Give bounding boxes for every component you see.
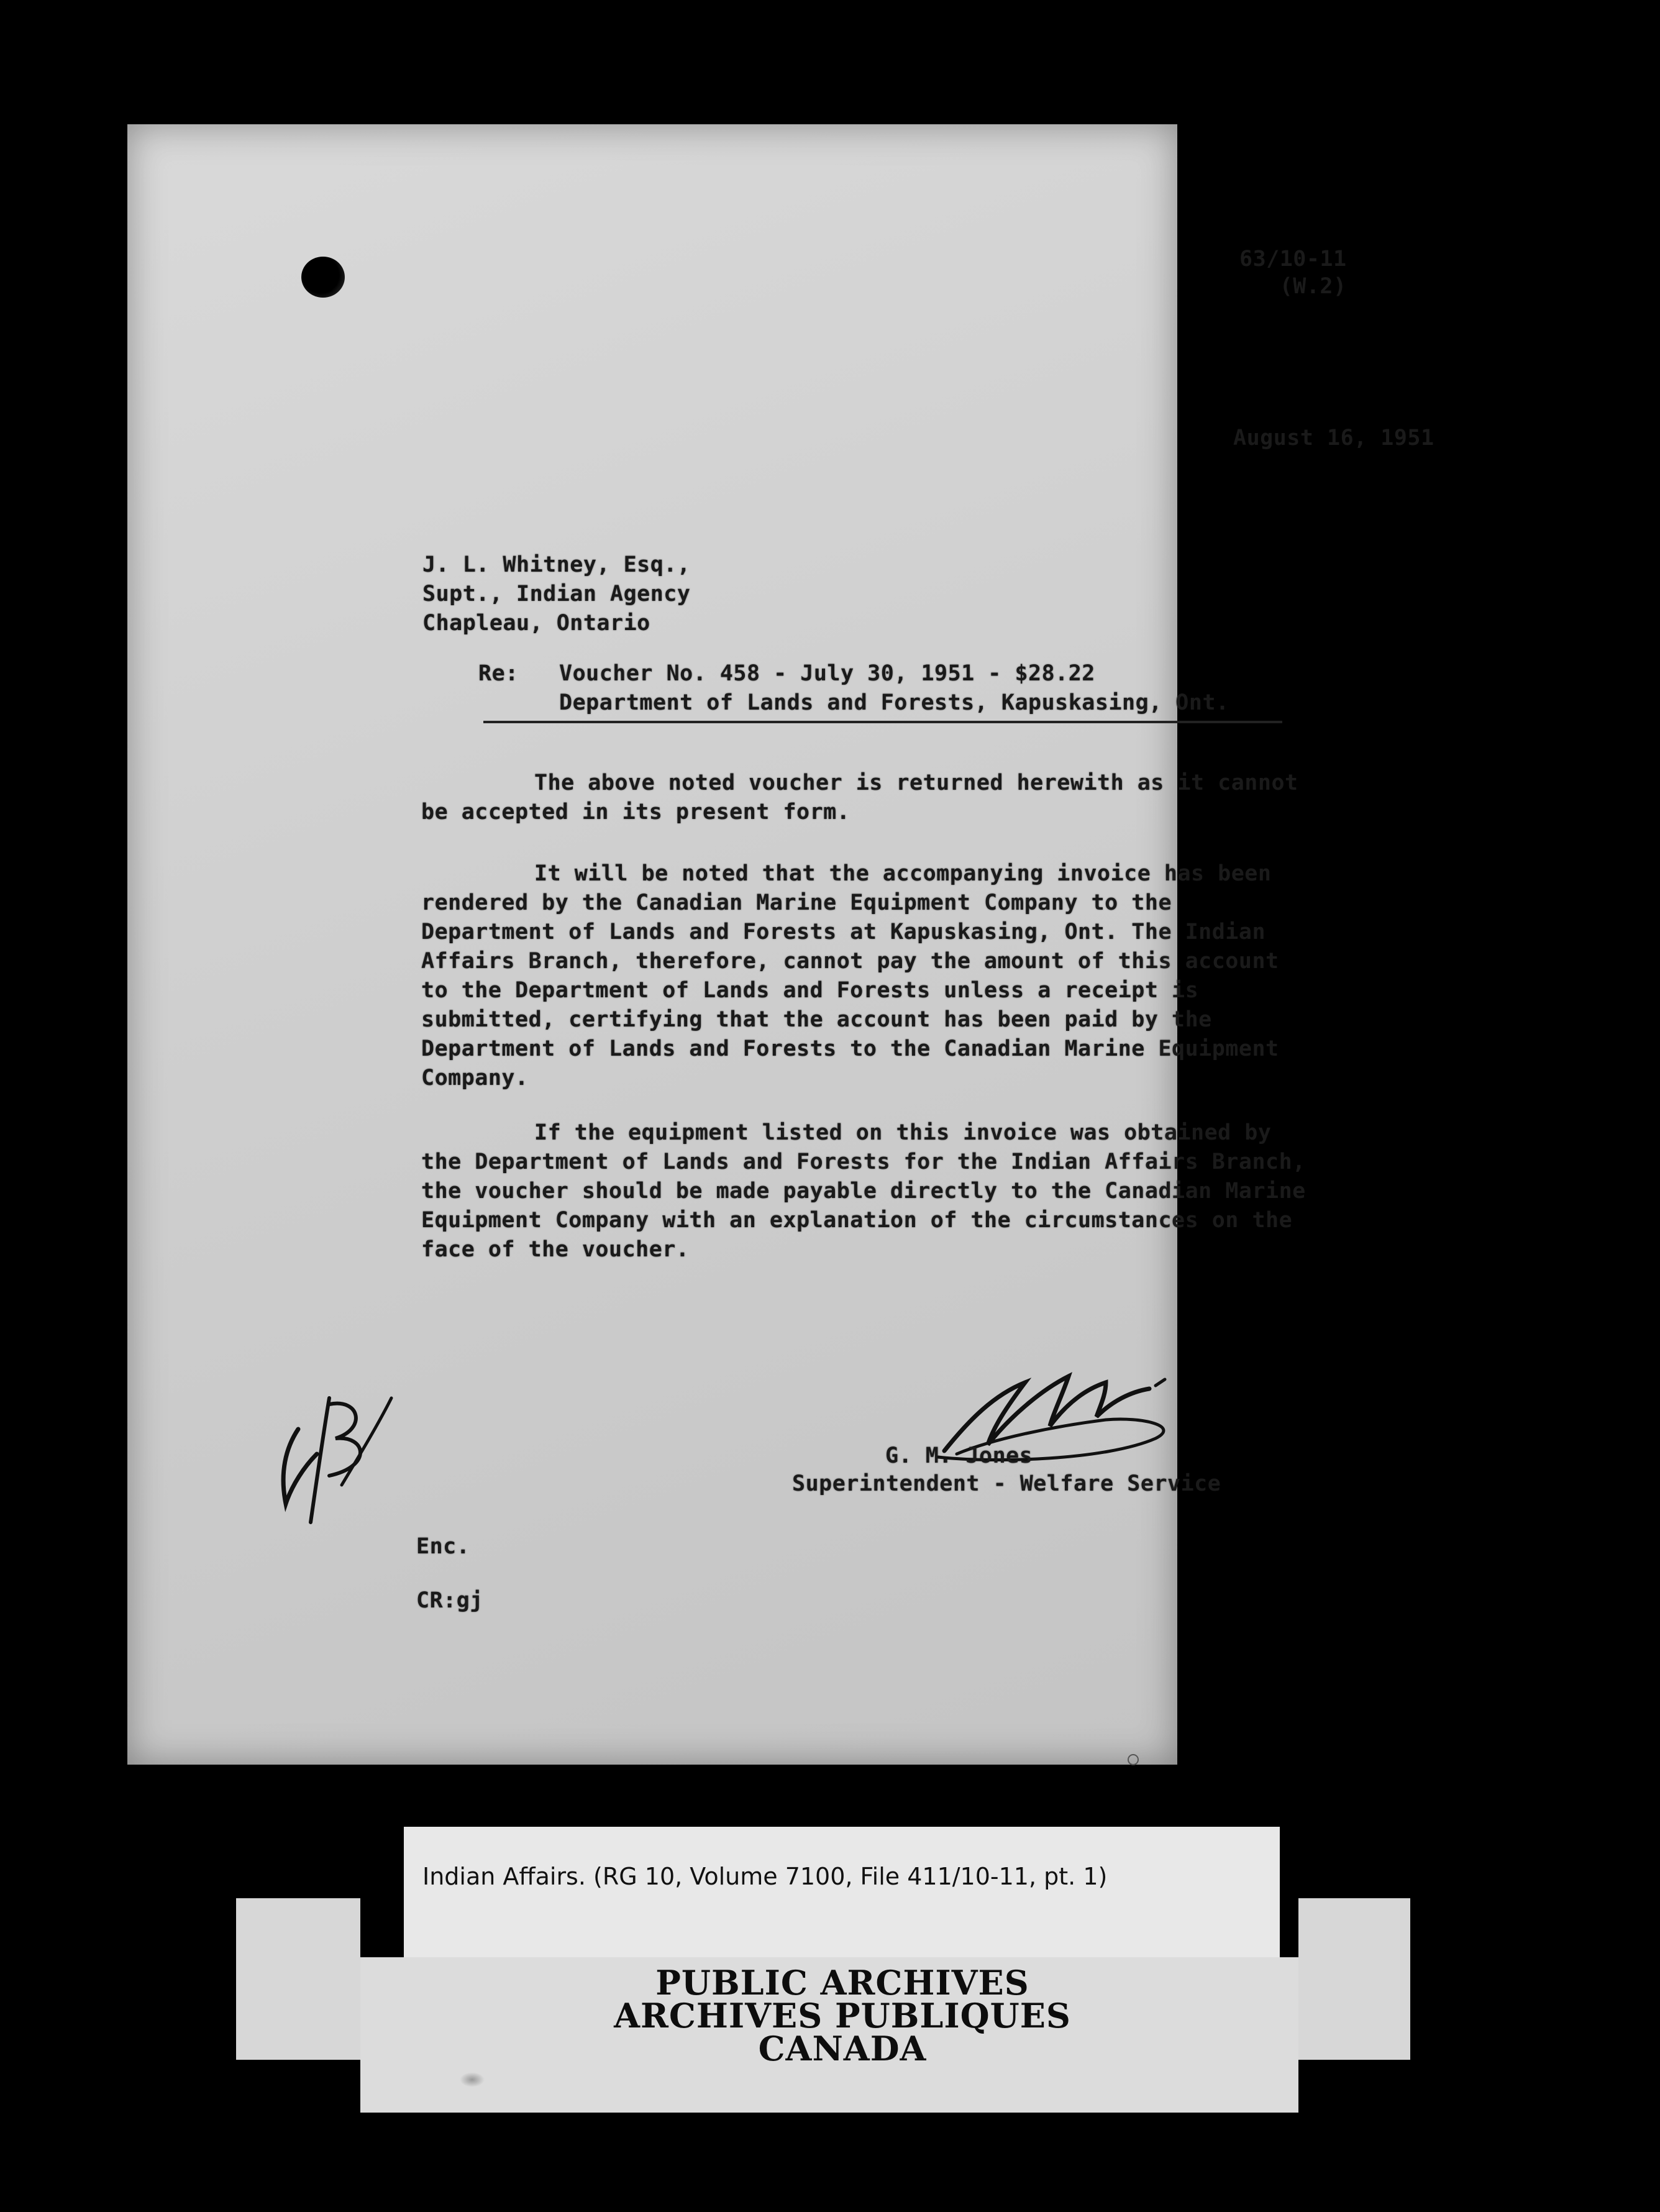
stamp-line-1: PUBLIC ARCHIVES	[655, 1963, 1029, 2003]
recipient-line-3: Chapleau, Ontario	[422, 611, 650, 636]
smudge-mark	[460, 2072, 485, 2087]
recipient-line-1: J. L. Whitney, Esq.,	[422, 552, 691, 577]
file-reference-line-2: (W.2)	[1279, 274, 1347, 299]
subject-lines	[559, 659, 1229, 718]
enclosure-note: Enc.	[416, 1534, 470, 1559]
file-reference-line-1: 63/10-11	[1239, 247, 1347, 272]
recipient-address	[422, 551, 690, 638]
archive-reference: Indian Affairs. (RG 10, Volume 7100, File 411/10-11, pt. 1)	[422, 1863, 1108, 1890]
file-reference	[1239, 245, 1347, 300]
subject-underline	[483, 721, 1282, 723]
recipient-line-2: Supt., Indian Agency	[422, 582, 691, 606]
body-paragraph-2	[421, 859, 1316, 1093]
signer-name: G. M. Jones	[885, 1443, 1033, 1468]
stamp-line-3: CANADA	[758, 2029, 927, 2068]
paragraph-2-text: It will be noted that the accompanying invoice has been rendered by the Canadian Marine Equipment Company to the Department of Lands and Forests at Kapuskasing, Ont. The Indian Affairs Branch, therefore, cannot pay the amount of this account to the Department of Lands and Forests unless a receipt is submitted, certifying that the account has been paid by the Department of Lands and Forests to the Canadian Marine Equipment Company.	[421, 861, 1279, 1090]
handwritten-initials	[261, 1361, 398, 1547]
paragraph-3-text: If the equipment listed on this invoice was obtained by the Department of Lands and Forests for the Indian Affairs Branch, the voucher should be made payable directly to the Canadian Marine Equipment Company with an explanation of the circumstances on the face of the voucher.	[421, 1120, 1306, 1262]
archive-reference-strip	[404, 1827, 1280, 1960]
letter-date: August 16, 1951	[1233, 426, 1434, 450]
subject-line-2: Department of Lands and Forests, Kapuskasing, Ont.	[559, 690, 1229, 715]
body-paragraph-3	[421, 1118, 1316, 1264]
subject-label: Re:	[478, 661, 519, 686]
body-paragraph-1	[421, 769, 1316, 827]
typist-initials: CR:gj	[416, 1588, 483, 1613]
subject-line-1: Voucher No. 458 - July 30, 1951 - $28.22	[559, 661, 1095, 686]
page-mark	[1128, 1754, 1139, 1765]
punch-hole	[301, 257, 345, 298]
signer-title: Superintendent - Welfare Service	[792, 1471, 1221, 1496]
paragraph-1-text: The above noted voucher is returned herewith as it cannot be accepted in its present form.	[421, 770, 1298, 825]
stamp-line-2: ARCHIVES PUBLIQUES	[614, 1996, 1071, 2036]
